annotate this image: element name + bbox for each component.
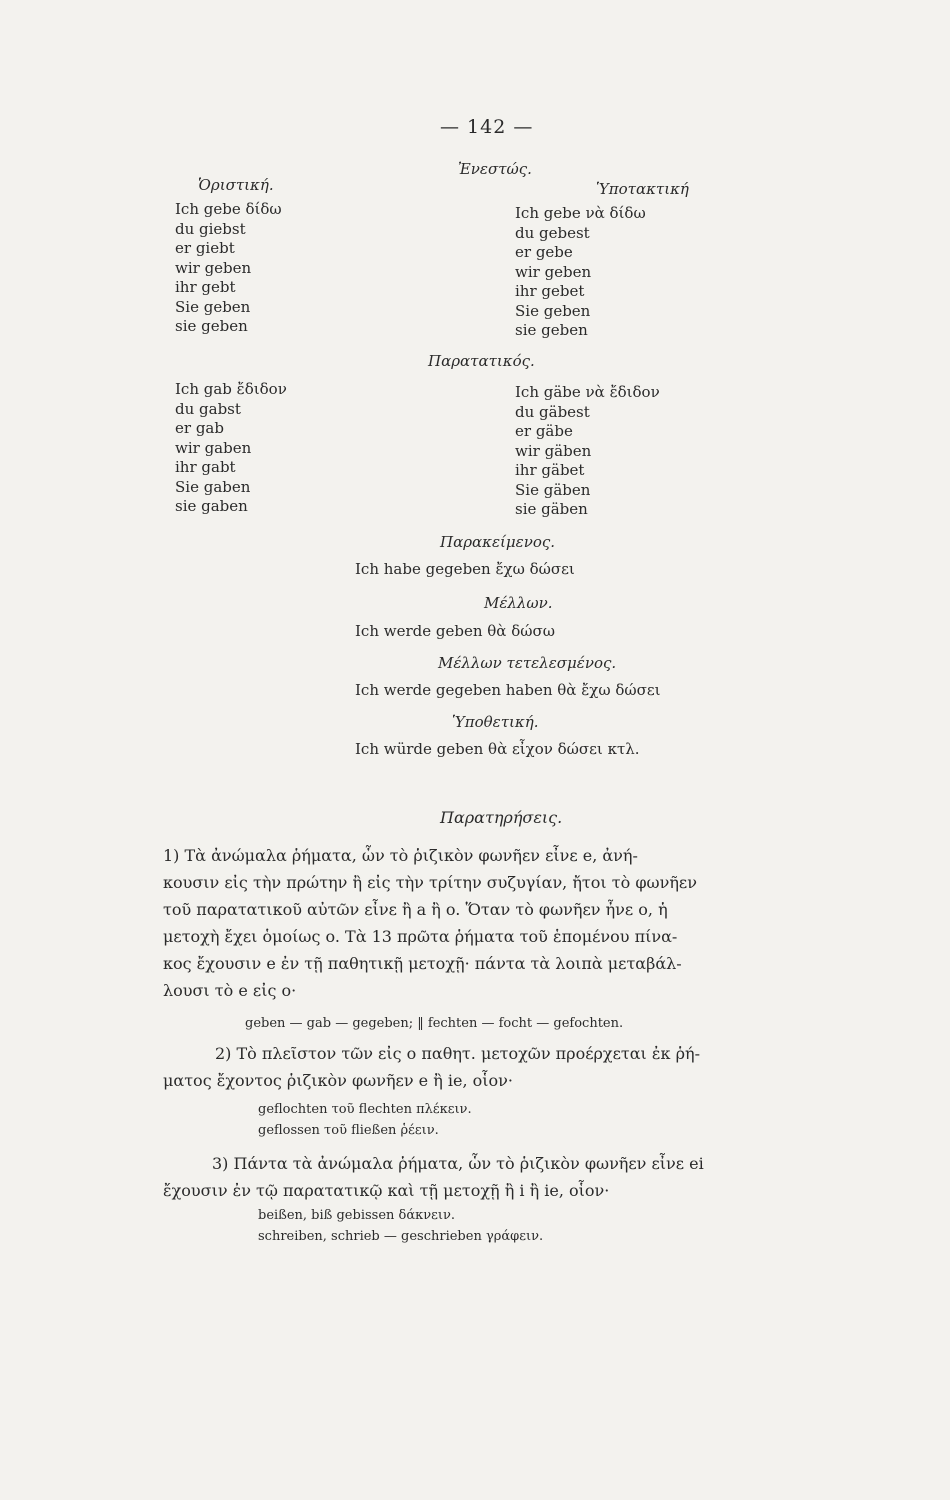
conjugation-line: Sie gaben <box>175 477 251 496</box>
paragraph-line: 1) Τὰ ἀνώμαλα ῥήματα, ὧν τὸ ῥιζικὸν φωνῆεν εἶνε e, ἀνή- <box>163 846 638 865</box>
conjugation-line: ihr gebet <box>515 282 585 300</box>
paragraph-line: ματος ἔχοντος ῥιζικὸν φωνῆεν e ἢ ie, οἷον· <box>163 1071 513 1090</box>
conditional-line: Ich würde geben θὰ εἶχον δώσει κτλ. <box>355 740 640 758</box>
imperfect-heading: Παρατατικός. <box>428 352 535 370</box>
example-line: geflochten τοῦ flechten πλέκειν. <box>258 1102 472 1117</box>
conjugation-line: er gäbe <box>515 422 573 440</box>
future-line: Ich werde geben θὰ δώσω <box>355 622 555 640</box>
paragraph-line: λουσι τὸ e εἰς o· <box>163 981 297 1000</box>
conjugation-line: ihr gebt <box>175 278 236 296</box>
conjugation-line: wir gaben <box>175 438 252 457</box>
conjugation-line: er gebe <box>515 243 573 261</box>
example-line: schreiben, schrieb — geschrieben γράφειν. <box>258 1229 544 1244</box>
conjugation-line: sie gaben <box>175 497 248 515</box>
imperfect-subjunctive <box>515 383 660 520</box>
paragraph-line: ἔχουσιν ἐν τῷ παρατατικῷ καὶ τῇ μετοχῇ ἢ i ἢ ie, οἷον· <box>163 1181 610 1200</box>
conjugation-line: Sie geben <box>515 301 591 320</box>
perfect-line: Ich habe gegeben ἔχω δώσει <box>355 560 575 578</box>
conjugation-line: sie geben <box>175 317 248 335</box>
remarks-heading: Παρατηρήσεις. <box>440 808 563 827</box>
conjugation-line: wir gäben <box>515 441 592 460</box>
paragraph-line: μετοχὴ ἔχει ὁμοίως o. Τὰ 13 πρῶτα ῥήματα τοῦ ἑπομένου πίνα- <box>163 927 678 946</box>
perfect-heading: Παρακείμενος. <box>440 533 556 551</box>
future-perfect-line: Ich werde gegeben haben θὰ ἔχω δώσει <box>355 681 661 699</box>
example-line: geflossen τοῦ fließen ῥέειν. <box>258 1123 439 1138</box>
conjugation-line: Ich gebe δίδω <box>175 200 282 218</box>
conjugation-line: sie gäben <box>515 500 588 518</box>
paragraph-line: 3) Πάντα τὰ ἀνώμαλα ῥήματα, ὧν τὸ ῥιζικὸν φωνῆεν εἶνε ei <box>212 1154 704 1173</box>
paragraph-line: κουσιν εἰς τὴν πρώτην ἢ εἰς τὴν τρίτην συζυγίαν, ἤτοι τὸ φωνῆεν <box>163 873 697 892</box>
conjugation-line: du gabst <box>175 399 241 418</box>
indicative-heading: Ὁριστική. <box>198 176 274 194</box>
remark-paragraph-2 <box>163 1040 815 1094</box>
paragraph-line: κος ἔχουσιν e ἐν τῇ παθητικῇ μετοχῇ· πάντα τὰ λοιπὰ μεταβάλ- <box>163 954 682 973</box>
imperfect-indicative <box>175 380 287 517</box>
future-heading: Μέλλων. <box>484 594 553 612</box>
example-line: beißen, biß gebissen δάκνειν. <box>258 1208 456 1223</box>
conjugation-line: du gebest <box>515 223 590 242</box>
example-line: geben — gab — gegeben; ‖ fechten — focht — gefochten. <box>245 1016 624 1031</box>
conjugation-line: Sie gäben <box>515 480 591 499</box>
conjugation-line: ihr gabt <box>175 458 236 476</box>
conjugation-line: er gab <box>175 419 224 437</box>
present-subjunctive <box>515 204 646 341</box>
paragraph-line: 2) Τὸ πλεῖστον τῶν εἰς o παθητ. μετοχῶν προέρχεται ἐκ ῥή- <box>215 1044 700 1063</box>
conditional-heading: Ὑποθετική. <box>452 713 539 731</box>
conjugation-line: er giebt <box>175 239 235 257</box>
conjugation-line: Ich gebe νὰ δίδω <box>515 204 646 222</box>
conjugation-line: du gäbest <box>515 402 590 421</box>
conjugation-line: sie geben <box>515 321 588 339</box>
conjugation-line: Ich gab ἔδιδον <box>175 380 287 398</box>
subjunctive-heading: Ὑποτακτική <box>596 180 689 198</box>
conjugation-line: Ich gäbe νὰ ἔδιδον <box>515 383 660 401</box>
paragraph-line: τοῦ παρατατικοῦ αὐτῶν εἶνε ἢ a ἢ o. Ὅταν τὸ φωνῆεν ἦνε o, ἡ <box>163 900 668 919</box>
conjugation-line: du giebst <box>175 219 246 238</box>
conjugation-line: ihr gäbet <box>515 461 585 479</box>
conjugation-line: wir geben <box>175 258 252 277</box>
remark-paragraph-1 <box>163 842 803 1004</box>
conjugation-line: Sie geben <box>175 297 251 316</box>
page-number: — 142 — <box>440 116 534 138</box>
remark-paragraph-3 <box>163 1150 822 1204</box>
present-indicative <box>175 200 282 337</box>
conjugation-line: wir geben <box>515 262 592 281</box>
future-perfect-heading: Μέλλων τετελεσμένος. <box>438 654 617 672</box>
present-heading: Ἐνεστώς. <box>458 160 532 178</box>
